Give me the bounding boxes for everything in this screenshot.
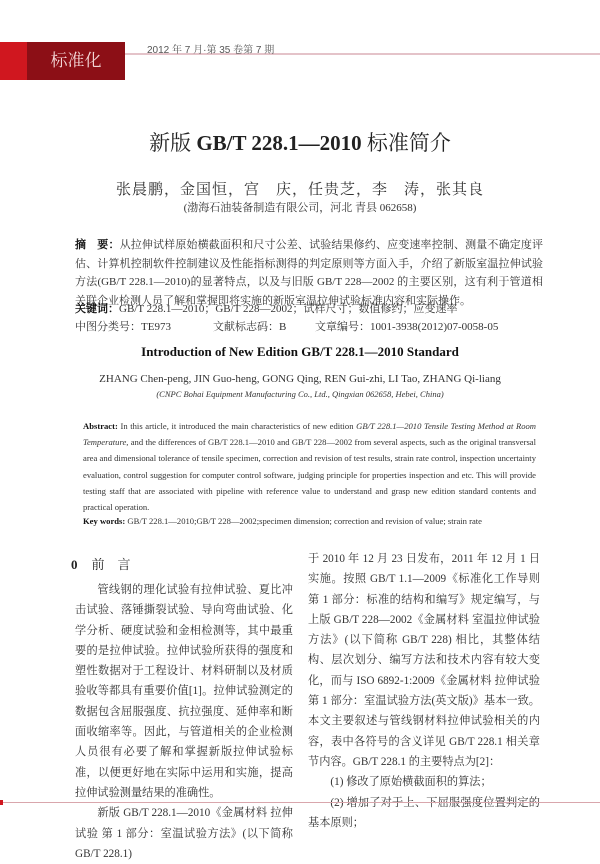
paragraph: 于 2010 年 12 月 23 日发布，2011 年 12 月 1 日实施。按照 GB/T 1.1—2009《标准化工作导则 第 1 部分：标准的结构和编写》规定编写，与上版 GB/T 228—2002《金属材料 室温拉伸试验方法》(以下简称 GB/T 228) 相比，其整体结构、层次划分、编写方法和技术内容有较大变化，而与 ISO 6892-1:2009《金属材料 拉伸试验 第 1 部分：室温试验方法(英文版)》基本一致。本文主要叙述与管线钢材料拉伸试验相关的内容，表中各符号的含义详见 GB/T 228.1 相关章节内容。GB/T 228.1 的主要特点为[2]： — [308, 553, 540, 768]
list-item: (1) 修改了原始横截面积的算法； — [330, 776, 492, 789]
keywords-label: 关键词： — [75, 303, 119, 315]
paragraph: 新版 GB/T 228.1—2010《金属材料 拉伸试验 第 1 部分：室温试验方法》(以下简称 GB/T 228.1) — [75, 807, 293, 860]
title-pre: 新版 — [149, 131, 197, 155]
english-affiliation: (CNPC Bohai Equipment Manufacturing Co., Ltd., Qingxian 062658, Hebei, China) — [156, 389, 444, 399]
english-abstract — [83, 418, 536, 515]
english-keywords-text: GB/T 228.1—2010;GB/T 228—2002;specimen dimension; correction and revision of value; strain rate — [127, 516, 482, 526]
abstract-zh — [75, 236, 543, 310]
document-code: 文献标志码：B — [213, 321, 287, 333]
english-keywords-label: Key words: — [83, 516, 126, 526]
title-code: GB/T 228.1—2010 — [196, 131, 362, 155]
body-column-left — [75, 580, 293, 864]
section-heading — [71, 554, 131, 573]
english-abstract-italic: GB/T 228.1—2010 Tensile Testing Method at Room Temperature — [83, 421, 537, 448]
paragraph: 管线钢的理化试验有拉伸试验、夏比冲击试验、落锤撕裂试验、导向弯曲试验、化学分析、硬度试验和金相检测等，其中最重要的是拉伸试验。拉伸试验所获得的强度和塑性数据对于工程设计、材料研制以及材质验收等都具有重要价值[1]。拉伸试验测定的数据包含屈服强度、抗拉强度、延伸率和断面收缩率等。因此，与管道相关的企业检测人员很有必要了解和掌握新版拉伸试验标准，以便更好地在实际中运用和实施，提高拉伸试验测量结果的准确性。 — [75, 584, 293, 799]
english-abstract-label: Abstract: — [83, 421, 118, 431]
english-authors: ZHANG Chen-peng, JIN Guo-heng, GONG Qing, REN Gui-zhi, LI Tao, ZHANG Qi-liang — [99, 373, 501, 385]
abstract-text: 从拉伸试样原始横截面积和尺寸公差、试验结果修约、应变速率控制、测量不确定度评估、计算机控制软件控制建议及性能指标测得的判定原则等方面入手，介绍了新版室温拉伸试验方法(GB/T 228.1—2010)的显著特点，以及与旧版 GB/T 228—2002 的主要区别，这有利于管道相关联企业检测人员了解和掌握即将实施的新版室温拉伸试验标准内容和实际操作。 — [75, 239, 544, 307]
section-tab: 标准化 — [27, 42, 125, 80]
affiliation: (渤海石油装备制造有限公司，河北 青县 062658) — [183, 202, 417, 214]
english-abstract-post: , and the differences of GB/T 228.1—2010 and GB/T 228—2002 from several aspects, such as the original transversal area and dimensional tolerance of tensile specimen, correction and revision of test results, strain rate control, inspection uncertainty evaluation, control suggestion for computer control software, judging principle for properties inspection and etc. This will provide testing staff that are associated with pipeline with reference value to understand and grasp new edition standard contents and practical operation. — [83, 437, 536, 513]
title-post: 标准简介 — [361, 131, 451, 155]
authors: 张晨鹏，金国恒，宫 庆，任贵芝，李 涛，张其良 — [115, 182, 484, 198]
abstract-label: 摘 要： — [75, 239, 120, 251]
english-abstract-pre: In this article, it introduced the main characteristics of new edition — [120, 421, 357, 431]
footer-rule — [0, 802, 600, 803]
issue-info: 2012 年 7 月·第 35 卷第 7 期 — [147, 45, 275, 56]
section-number: 0 — [71, 557, 78, 572]
keywords-zh — [75, 300, 543, 319]
article-number: 文章编号：1001-3938(2012)07-0058-05 — [315, 321, 499, 333]
keywords-text: GB/T 228.1—2010；GB/T 228—2002；试样尺寸；数值修约；应变速率 — [119, 303, 458, 315]
list-item: 基本原则； — [308, 816, 364, 829]
section-title: 前 言 — [91, 557, 131, 572]
clc-number: 中图分类号：TE973 — [75, 321, 171, 333]
body-column-right — [308, 549, 540, 833]
english-title: Introduction of New Edition GB/T 228.1—2010 Standard — [141, 344, 459, 359]
article-title — [0, 127, 600, 157]
footer-accent-mark — [0, 800, 3, 805]
english-keywords — [83, 516, 543, 526]
header-accent-bar — [0, 42, 27, 80]
